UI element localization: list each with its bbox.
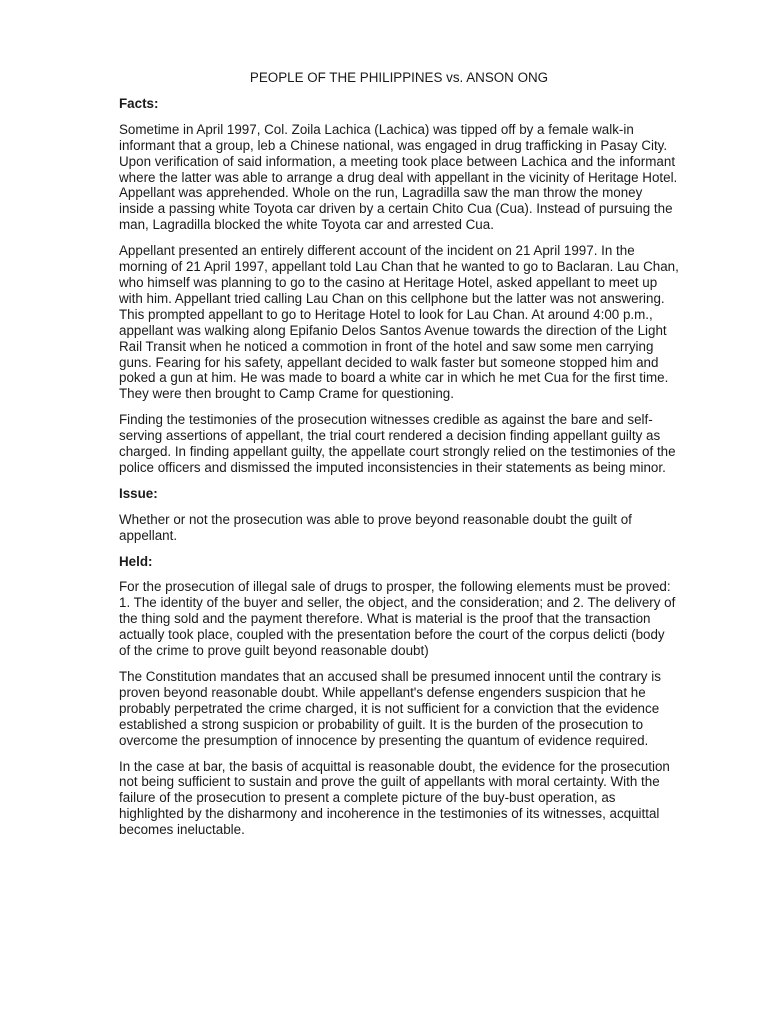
document-title: PEOPLE OF THE PHILIPPINES vs. ANSON ONG: [249, 70, 549, 85]
facts-paragraph: Appellant presented an entirely different account of the incident on 21 April 1997. In the morning of 21 April 1997, appellant told Lau Chan that he wanted to go to Baclaran. Lau Chan, who himself was planning to go to the casino at Heritage Hotel, asked appellant to meet up with him. Appellant tried calling Lau Chan on this cellphone but the latter was not answering. This prompted appellant to go to Heritage Hotel to look for Lau Chan. At around 4:00 p.m., appellant was walking along Epifanio Delos Santos Avenue towards the direction of the Light Rail Transit when he noticed a commotion in front of the hotel and saw some men carrying guns. Fearing for his safety, appellant decided to walk faster but someone stopped him and poked a gun at him. He was made to board a white car in which he met Cua for the first time. They were then brought to Camp Crame for questioning.: [119, 243, 679, 402]
held-heading: Held:: [119, 553, 153, 569]
held-paragraph: For the prosecution of illegal sale of drugs to prosper, the following elements must be proved: 1. The identity of the buyer and seller, the object, and the consideration; and 2. The delivery of the thing sold and the payment therefore. What is material is the proof that the transaction actually took place, coupled with the presentation before the court of the corpus delicti (body of the crime to prove guilt beyond reasonable doubt): [119, 579, 676, 659]
facts-paragraph: Finding the testimonies of the prosecution witnesses credible as against the bare and self-serving assertions of appellant, the trial court rendered a decision finding appellant guilty as charged. In finding appellant guilty, the appellate court strongly relied on the testimonies of the police officers and dismissed the imputed inconsistencies in their statements as being minor.: [119, 412, 676, 475]
facts-heading: Facts:: [119, 95, 159, 111]
held-paragraph: The Constitution mandates that an accused shall be presumed innocent until the contrary is proven beyond reasonable doubt. While appellant's defense engenders suspicion that he probably perpetrated the crime charged, it is not sufficient for a conviction that the evidence established a strong suspicion or probability of guilt. It is the burden of the prosecution to overcome the presumption of innocence by presenting the quantum of evidence required.: [119, 669, 661, 748]
held-paragraph: In the case at bar, the basis of acquittal is reasonable doubt, the evidence for the prosecution not being sufficient to sustain and prove the guilt of appellants with moral certainty. With the failure of the prosecution to present a complete picture of the buy-bust operation, as highlighted by the disharmony and incoherence in the testimonies of its witnesses, acquittal becomes ineluctable.: [119, 758, 670, 838]
facts-paragraph: Sometime in April 1997, Col. Zoila Lachica (Lachica) was tipped off by a female walk-in informant that a group, leb a Chinese national, was engaged in drug trafficking in Pasay City. Upon verification of said information, a meeting took place between Lachica and the informant where the latter was able to arrange a drug deal with appellant in the vicinity of Heritage Hotel. Appellant was apprehended. Whole on the run, Lagradilla saw the man throw the money inside a passing white Toyota car driven by a certain Chito Cua (Cua). Instead of pursuing the man, Lagradilla blocked the white Toyota car and arrested Cua.: [119, 121, 678, 233]
issue-paragraph: Whether or not the prosecution was able to prove beyond reasonable doubt the guilt of appellant.: [119, 511, 632, 543]
issue-heading: Issue:: [119, 485, 158, 501]
document-body: [119, 70, 679, 848]
